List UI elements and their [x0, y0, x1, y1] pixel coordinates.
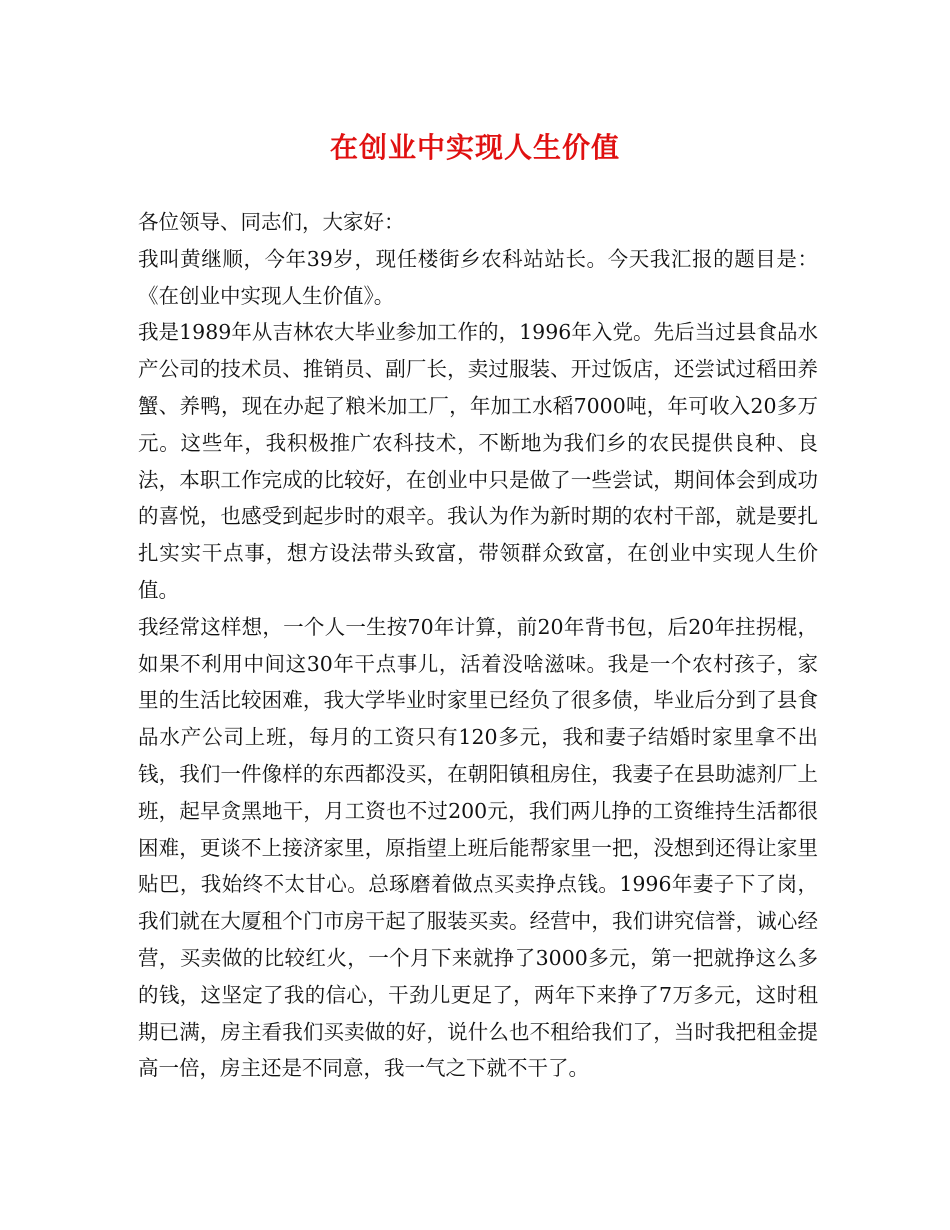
- paragraph-career: 我是1989年从吉林农大毕业参加工作的，1996年入党。先后当过县食品水产公司的技术员、推销员、副厂长，卖过服装、开过饭店，还尝试过稻田养蟹、养鸭，现在办起了粮米加工厂，年加工水稻7000吨，年可收入20多万元。这些年，我积极推广农科技术，不断地为我们乡的农民提供良种、良法，本职工作完成的比较好，在创业中只是做了一些尝试，期间体会到成功的喜悦，也感受到起步时的艰辛。我认为作为新时期的农村干部，就是要扎扎实实干点事，想方设法带头致富，带领群众致富，在创业中实现人生价值。: [138, 320, 818, 602]
- paragraph-story: 我经常这样想，一个人一生按70年计算，前20年背书包，后20年拄拐棍，如果不利用中间这30年干点事儿，活着没啥滋味。我是一个农村孩子，家里的生活比较困难，我大学毕业时家里已经负了很多债，毕业后分到了县食品水产公司上班，每月的工资只有120多元，我和妻子结婚时家里拿不出钱，我们一件像样的东西都没买，在朝阳镇租房住，我妻子在县助滤剂厂上班，起早贪黑地干，月工资也不过200元，我们两儿挣的工资维持生活都很困难，更谈不上接济家里，原指望上班后能帮家里一把，没想到还得让家里贴巴，我始终不太甘心。总琢磨着做点买卖挣点钱。1996年妻子下了岗，我们就在大厦租个门市房干起了服装买卖。经营中，我们讲究信誉，诚心经营，买卖做的比较红火，一个月下来就挣了3000多元，第一把就挣这么多的钱，这坚定了我的信心，干劲儿更足了，两年下来挣了7万多元，这时租期已满，房主看我们买卖做的好，说什么也不租给我们了，当时我把租金提高一倍，房主还是不同意，我一气之下就不干了。: [138, 614, 818, 1081]
- document-title: 在创业中实现人生价值: [329, 131, 620, 164]
- paragraph-introduction: 我叫黄继顺，今年39岁，现任楼街乡农科站站长。今天我汇报的题目是：《在创业中实现人生价值》。: [138, 246, 818, 308]
- paragraph-greeting: 各位领导、同志们，大家好：: [138, 210, 405, 234]
- document-body: [138, 204, 818, 1087]
